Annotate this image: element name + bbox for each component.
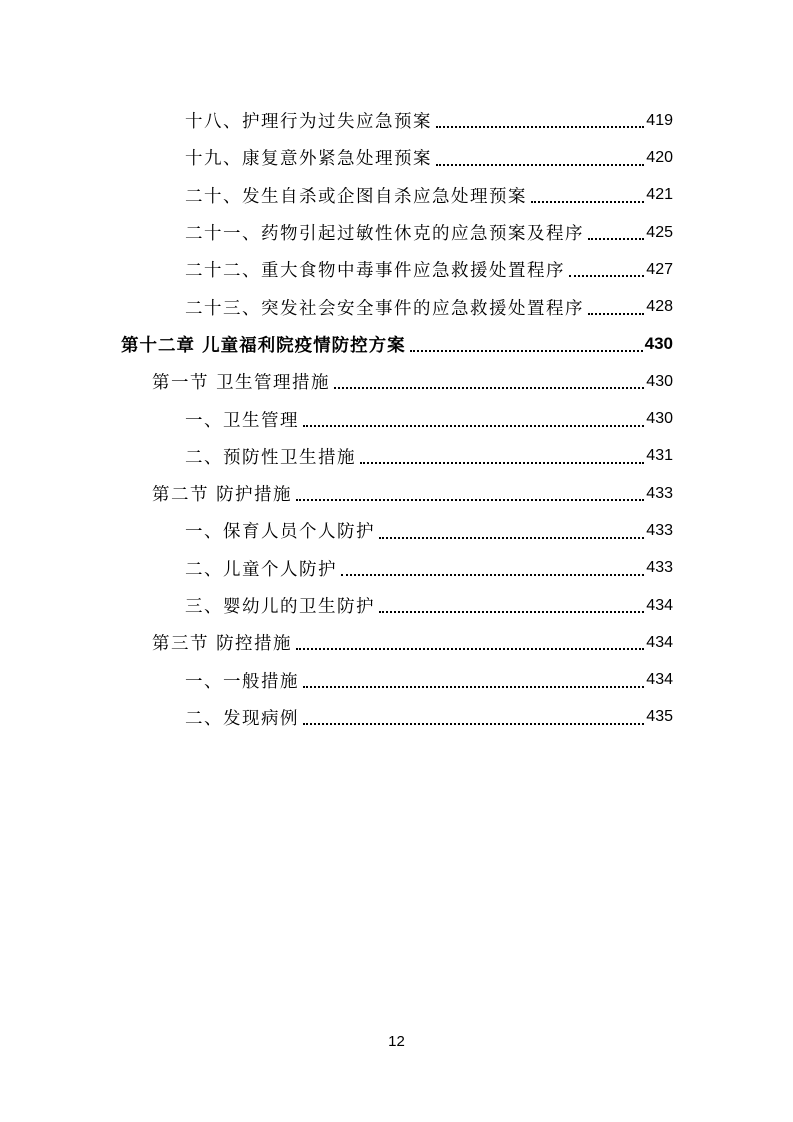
toc-dot-leader: [303, 685, 644, 688]
toc-entry-page: 434: [646, 633, 673, 651]
toc-entry-title: 二十三、突发社会安全事件的应急救援处置程序: [185, 298, 584, 319]
toc-dot-leader: [588, 237, 644, 240]
toc-entry[interactable]: [0, 512, 793, 549]
toc-dot-leader: [303, 424, 644, 427]
toc-entry-title: 一、卫生管理: [185, 410, 299, 431]
toc-dot-leader: [436, 125, 644, 128]
toc-entry[interactable]: [0, 139, 793, 176]
toc-entry-page: 433: [646, 484, 673, 502]
toc-entry-title: 第一节 卫生管理措施: [152, 373, 331, 394]
toc-entry-title: 十九、康复意外紧急处理预案: [185, 149, 432, 170]
toc-entry-title: 第二节 防护措施: [152, 485, 293, 506]
toc-entry-title: 一、一般措施: [185, 671, 299, 692]
toc-entry-page: 428: [646, 298, 673, 316]
toc-entry-page: 425: [646, 223, 673, 241]
toc-dot-leader: [588, 312, 644, 315]
toc-entry-page: 419: [646, 111, 673, 129]
toc-entry-page: 420: [646, 148, 673, 166]
toc-dot-leader: [531, 200, 644, 203]
toc-entry[interactable]: [0, 587, 793, 624]
toc-entry[interactable]: [0, 251, 793, 288]
toc-dot-leader: [334, 386, 644, 389]
toc-entry-title: 二、预防性卫生措施: [185, 447, 356, 468]
toc-entry[interactable]: [0, 177, 793, 214]
toc-entry-title: 二、儿童个人防护: [185, 559, 337, 580]
toc-entry-page: 433: [646, 559, 673, 577]
toc-entry[interactable]: [0, 102, 793, 139]
toc-dot-leader: [296, 647, 644, 650]
toc-dot-leader: [341, 573, 644, 576]
toc-entry[interactable]: [0, 438, 793, 475]
toc-entry[interactable]: [0, 288, 793, 325]
toc-dot-leader: [296, 498, 644, 501]
table-of-contents: [0, 102, 793, 736]
toc-entry[interactable]: [0, 550, 793, 587]
toc-entry-title: 第十二章 儿童福利院疫情防控方案: [121, 335, 406, 356]
toc-dot-leader: [410, 349, 643, 352]
toc-dot-leader: [569, 274, 644, 277]
toc-entry-page: 434: [646, 671, 673, 689]
toc-entry[interactable]: [0, 661, 793, 698]
toc-entry-title: 三、婴幼儿的卫生防护: [185, 597, 375, 617]
toc-entry[interactable]: [0, 699, 793, 736]
toc-entry[interactable]: [0, 214, 793, 251]
toc-entry-title: 第三节 防控措施: [152, 634, 293, 655]
toc-entry-title: 二十二、重大食物中毒事件应急救援处置程序: [185, 261, 565, 282]
toc-entry[interactable]: [0, 400, 793, 437]
toc-entry-title: 一、保育人员个人防护: [185, 522, 375, 543]
toc-section-entry[interactable]: [0, 475, 793, 512]
toc-entry-page: 430: [644, 334, 673, 354]
toc-entry-title: 二十、发生自杀或企图自杀应急处理预案: [185, 186, 527, 207]
toc-entry-title: 二十一、药物引起过敏性休克的应急预案及程序: [185, 224, 584, 245]
toc-dot-leader: [303, 722, 644, 725]
toc-entry-title: 二、发现病例: [185, 708, 299, 729]
toc-entry-page: 430: [646, 410, 673, 428]
toc-section-entry[interactable]: [0, 624, 793, 661]
toc-dot-leader: [379, 610, 644, 613]
toc-dot-leader: [360, 461, 644, 464]
toc-entry-title: 十八、护理行为过失应急预案: [185, 112, 432, 133]
toc-dot-leader: [436, 163, 644, 166]
page-number: 12: [388, 1033, 405, 1050]
toc-entry-page: 433: [646, 521, 673, 539]
toc-entry-page: 427: [646, 260, 673, 278]
toc-dot-leader: [379, 536, 644, 539]
toc-entry-page: 435: [646, 708, 673, 726]
toc-entry-page: 434: [646, 596, 673, 614]
toc-entry-page: 431: [646, 447, 673, 465]
toc-entry-page: 430: [646, 372, 673, 390]
toc-chapter-entry[interactable]: [0, 326, 793, 363]
toc-section-entry[interactable]: [0, 363, 793, 400]
toc-entry-page: 421: [646, 186, 673, 204]
